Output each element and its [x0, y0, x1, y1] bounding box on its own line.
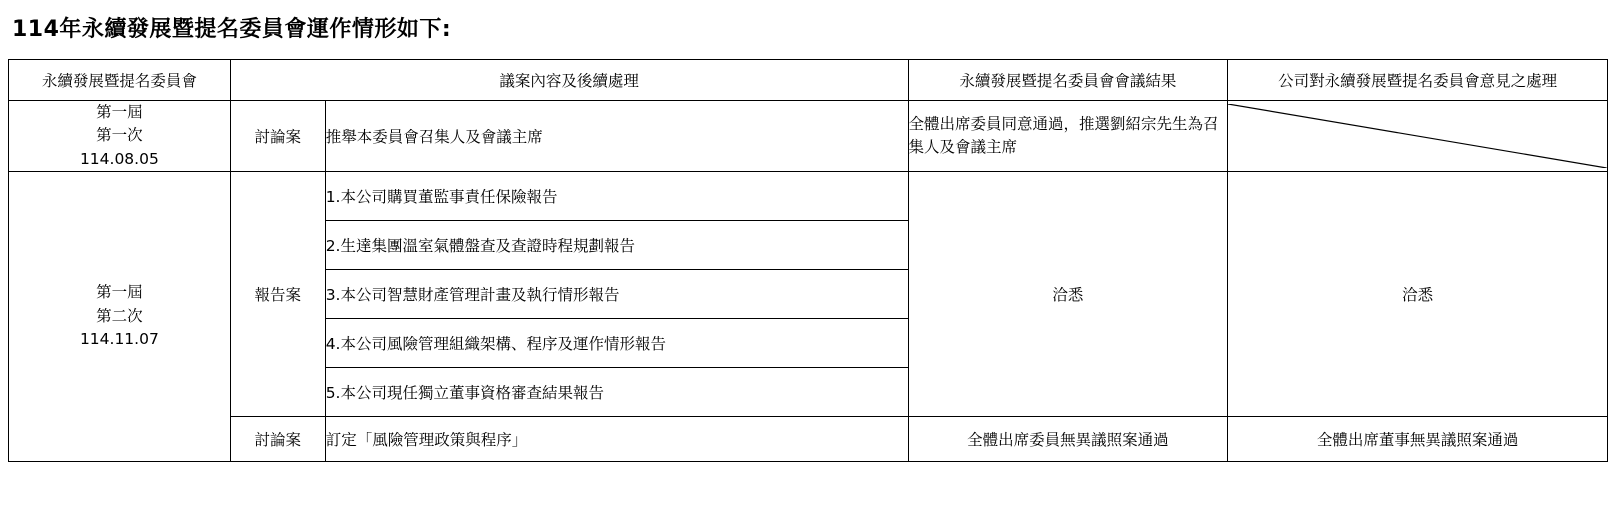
- table-row: [9, 416, 1608, 461]
- company-action: 洽悉: [1228, 171, 1608, 416]
- agenda-content: 訂定「風險管理政策與程序」: [325, 416, 908, 461]
- page-title: 114年永續發展暨提名委員會運作情形如下:: [12, 17, 452, 42]
- session-cell-1: [9, 101, 231, 172]
- session-number: 第二次: [96, 306, 143, 325]
- agenda-content: 1.本公司購買董監事責任保險報告: [325, 171, 908, 220]
- session-date: 114.08.05: [79, 149, 159, 168]
- table-header-row: [9, 60, 1608, 101]
- column-header-content: 議案內容及後續處理: [230, 60, 908, 101]
- company-action-empty: [1228, 101, 1608, 172]
- agenda-content: 2.生達集團溫室氣體盤查及查證時程規劃報告: [325, 220, 908, 269]
- agenda-content: 推舉本委員會召集人及會議主席: [325, 101, 908, 172]
- column-header-action: 公司對永續發展暨提名委員會意見之處理: [1228, 60, 1608, 101]
- table-row: [9, 171, 1608, 220]
- table-header: [9, 60, 1608, 101]
- agenda-content: 3.本公司智慧財產管理計畫及執行情形報告: [325, 269, 908, 318]
- committee-operations-table: [8, 59, 1608, 462]
- meeting-result: 全體出席委員無異議照案通過: [908, 416, 1228, 461]
- diagonal-slash-icon: [1228, 104, 1607, 168]
- agenda-type: 討論案: [230, 101, 325, 172]
- agenda-type-discussion: 討論案: [230, 416, 325, 461]
- meeting-result: 洽悉: [908, 171, 1228, 416]
- column-header-result: 永續發展暨提名委員會會議結果: [908, 60, 1228, 101]
- agenda-content: 4.本公司風險管理組織架構、程序及運作情形報告: [325, 318, 908, 367]
- agenda-type-report: 報告案: [230, 171, 325, 416]
- session-date: 114.11.07: [79, 329, 159, 348]
- session-term: 第一屆: [96, 283, 143, 302]
- agenda-content: 5.本公司現任獨立董事資格審查結果報告: [325, 367, 908, 416]
- column-header-session: 永續發展暨提名委員會: [9, 60, 231, 101]
- table-row: [9, 101, 1608, 172]
- session-term: 第一屆: [96, 103, 143, 121]
- company-action: 全體出席董事無異議照案通過: [1228, 416, 1608, 461]
- session-cell-2: [9, 171, 231, 461]
- session-number: 第一次: [96, 126, 143, 145]
- table-body: [9, 101, 1608, 462]
- document-page: [0, 12, 1619, 462]
- meeting-result: 全體出席委員同意通過，推選劉紹宗先生為召集人及會議主席: [908, 101, 1228, 172]
